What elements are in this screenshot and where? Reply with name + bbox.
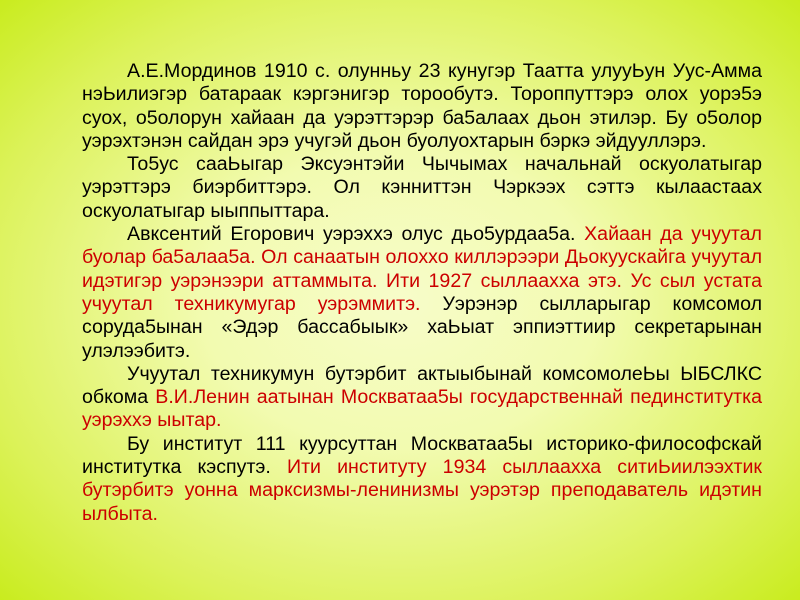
paragraph-5 [82,433,762,526]
paragraph-3 [82,223,762,363]
highlighted-text-segment: В.И.Ленин аатынан Москватаа5ы государственнай пединститутка уэрэххэ ыытар. [82,386,762,432]
paragraph-2 [82,153,762,223]
highlighted-text-segment: Хайаан да учуутал буолар ба5алаа5а. Ол санаатын олоххо киллэрээри Дьокуускайга учуутал идэтигэр уэрэнээри аттаммыта. Ити 1927 сыллаахха этэ. Ус сыл устата учуутал техникумугар уэрэммитэ. [82,223,762,315]
paragraph-1 [82,60,762,153]
highlighted-text-segment: Ити институту 1934 сыллаахха ситиЬиилээхтик бутэрбитэ уонна марксизмы-ленинизмы уэрэтэр преподаватель идэтин ылбыта. [82,456,762,525]
text-segment: Бу институт 111 куурсуттан Москватаа5ы историко-философскай институтка кэспутэ. [82,432,762,479]
text-segment: А.Е.Мординов 1910 с. олунньу 23 кунугэр Таатта улууЬун Уус-Амма нэЬилиэгэр батараак кэргэнигэр торообутэ. Тороппуттэрэ олох уорэ5э суох, о5олорун хайаан да уэрэттэрэр ба5алаах дьон этилэр. Бу о5олор уэрэхтэнэн сайдан эрэ учугэй дьон буолуохтарын бэркэ эйдууллэрэ. [82,60,762,152]
text-segment: Учуутал техникумун бутэрбит актыыбынай комсомолеЬы ЫБСЛКС обкома [82,362,762,409]
text-segment: Авксентий Егорович уэрэххэ олус дьо5урдаа5а. [127,223,585,246]
paragraph-4 [82,363,762,433]
text-segment: Уэрэнэр сылларыгар комсомол соруда5ынан «Эдэр бассабыык» хаЬыат эппиэттиир секретарынан улэлээбитэ. [82,292,762,362]
biography-text-block [82,60,762,526]
text-segment: То5ус сааЬыгар Эксуэнтэйи Чычымах начальнай оскуолатыгар уэрэттэрэ биэрбиттэрэ. Ол кэнниттэн Чэркээх сэттэ кылаастаах оскуолатыгар ыыппыттара. [82,153,762,222]
